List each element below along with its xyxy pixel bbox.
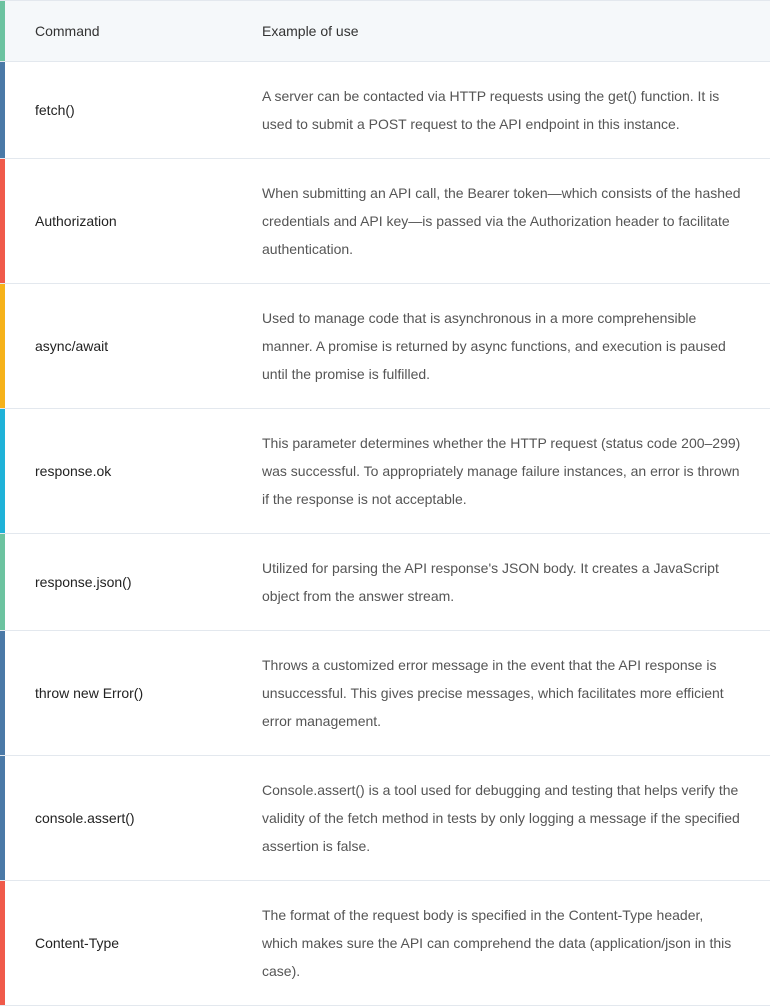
row-accent-bar	[0, 409, 5, 533]
row-accent-bar	[0, 1, 5, 61]
row-accent-bar	[0, 159, 5, 283]
description-cell: A server can be contacted via HTTP requests using the get() function. It is used to submit a POST request to the API endpoint in this instance.	[262, 88, 720, 132]
description-cell: The format of the request body is specified in the Content-Type header, which makes sure the API can comprehend the data (application/json in this case).	[262, 907, 732, 979]
table-row	[0, 631, 770, 756]
header-example: Example of use	[262, 23, 359, 39]
command-cell: throw new Error()	[35, 685, 144, 701]
row-accent-bar	[0, 881, 5, 1005]
row-accent-bar	[0, 284, 5, 408]
command-cell: console.assert()	[35, 810, 135, 826]
description-cell: This parameter determines whether the HTTP request (status code 200–299) was successful. To appropriately manage failure instances, an error is thrown if the response is not acceptable.	[262, 435, 741, 507]
table-row	[0, 62, 770, 159]
row-accent-bar	[0, 756, 5, 880]
table-row	[0, 284, 770, 409]
description-cell: Console.assert() is a tool used for debugging and testing that helps verify the validity of the fetch method in tests by only logging a message if the specified assertion is false.	[262, 782, 740, 854]
command-cell: Authorization	[35, 213, 117, 229]
command-cell: fetch()	[35, 102, 75, 118]
row-accent-bar	[0, 631, 5, 755]
table-row	[0, 756, 770, 881]
table-row	[0, 534, 770, 631]
table-row	[0, 409, 770, 534]
description-cell: When submitting an API call, the Bearer token—which consists of the hashed credentials and API key—is passed via the Authorization header to facilitate authentication.	[262, 185, 741, 257]
row-accent-bar	[0, 62, 5, 158]
command-cell: response.ok	[35, 463, 112, 479]
header-command: Command	[35, 23, 100, 39]
description-cell: Utilized for parsing the API response's JSON body. It creates a JavaScript object from the answer stream.	[262, 560, 719, 604]
command-cell: response.json()	[35, 574, 132, 590]
table-row	[0, 881, 770, 1006]
row-accent-bar	[0, 534, 5, 630]
command-cell: Content-Type	[35, 935, 120, 951]
description-cell: Throws a customized error message in the event that the API response is unsuccessful. This gives precise messages, which facilitates more efficient error management.	[262, 657, 724, 729]
table-header-row	[0, 1, 770, 62]
command-cell: async/await	[35, 338, 109, 354]
description-cell: Used to manage code that is asynchronous in a more comprehensible manner. A promise is returned by async functions, and execution is paused until the promise is fulfilled.	[262, 310, 726, 382]
table-row	[0, 159, 770, 284]
